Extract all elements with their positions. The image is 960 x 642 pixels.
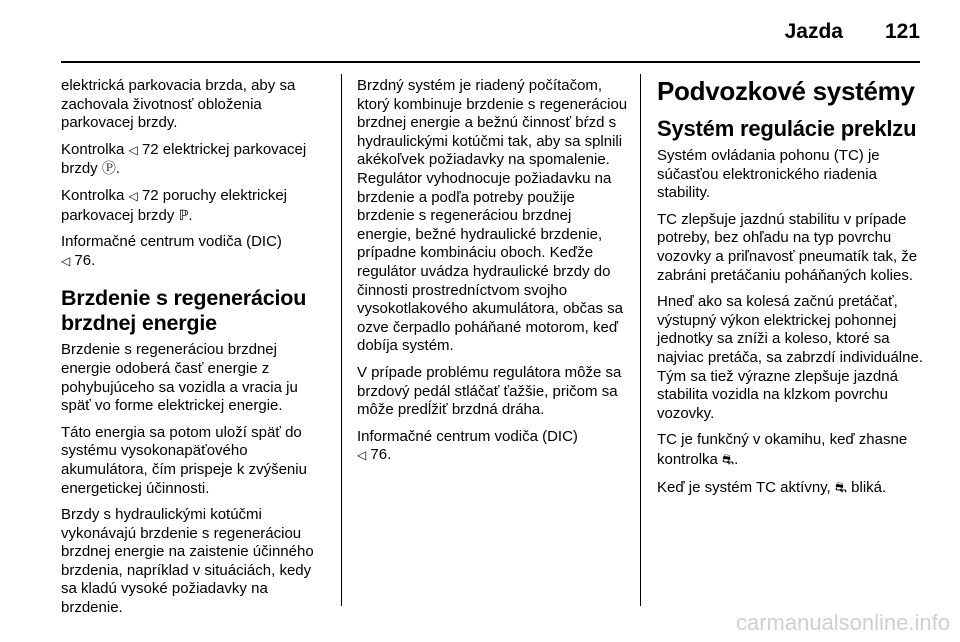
section-heading: Brzdenie s regeneráciou brzdnej energie: [61, 286, 307, 336]
reference-arrow-icon[interactable]: ◁: [128, 188, 138, 203]
paragraph: elektrická parkovacia brzda, aby sa zachovala životnosť obloženia parkovacej brzdy.: [61, 77, 296, 132]
paragraph: Táto energia sa potom uloží späť do systému vysokonapäťového akumulátora, čím prispeje k zvýšeniu energetickej účinnosti.: [61, 423, 307, 497]
parking-brake-fault-icon: ℙ: [178, 206, 189, 223]
column-left: [61, 77, 331, 626]
paragraph: Systém ovládania pohonu (TC) je súčasťou elektronického riadenia stability.: [657, 147, 880, 202]
page-header: [0, 0, 960, 62]
parking-brake-icon: Ⓟ: [101, 160, 116, 177]
traction-control-icon: ⛐: [722, 450, 735, 467]
paragraph-dic-reference: Informačné centrum vodiča (DIC) ◁ 76.: [61, 233, 282, 269]
reference-arrow-icon[interactable]: ◁: [357, 448, 367, 463]
paragraph: V prípade problému regulátora môže sa brzdový pedál stláčať ťažšie, pričom sa môže predĺžiť brzdná dráha.: [357, 363, 622, 419]
column-divider-2: [640, 74, 641, 606]
column-right: [657, 76, 925, 505]
paragraph: Keď je systém TC aktívny, ⛐ bliká.: [657, 478, 887, 496]
section-title: Jazda: [784, 20, 843, 43]
reference-arrow-icon[interactable]: ◁: [128, 142, 138, 157]
paragraph: Brzdenie s regeneráciou brzdnej energie odoberá časť energie z pohybujúceho sa vozidla a vracia ju späť vo forme elektrickej energie.: [61, 341, 298, 415]
page-number: 121: [884, 20, 920, 43]
paragraph-indicator-epb: Kontrolka ◁ 72 elektrickej parkovacej brzdy Ⓟ.: [61, 140, 307, 178]
reference-arrow-icon[interactable]: ◁: [61, 253, 71, 268]
header-divider: [61, 61, 920, 63]
paragraph: Brzdy s hydraulickými kotúčmi vykonávajú brzdenie s regeneráciou brzdnej energie na zaistenie účinného brzdenia, napríklad v situáciách, kedy sa kladú vysoké požiadavky na brzdenie.: [61, 506, 314, 617]
paragraph: Brzdný systém je riadený počítačom, ktorý kombinuje brzdenie s regeneráciou brzdnej energie a bežnú činnosť bŕzd s hydraulickými kotúčmi tak, aby sa splnili akékoľvek požiadavky na spomalenie. Regulátor vyhodnocuje požiadavku na brzdenie a podľa potreby použije brzdenie s regeneráciou brzdnej energie, bežné hydraulické brzdenie, prípadne kombináciu oboch. Keďže regulátor uvádza hydraulické brzdy do činnosti prostredníctvom svojho vysokotlakového akumulátora, občas sa ozve čerpadlo poháňané motorom, keď dobíja systém.: [357, 77, 628, 355]
paragraph: TC zlepšuje jazdnú stabilitu v prípade potreby, bez ohľadu na typ povrchu vozovky a priľnavosť pneumatík tak, že zabráni pretáčaniu poháňaných kolies.: [657, 210, 918, 284]
chapter-heading: Podvozkové systémy: [657, 76, 915, 106]
paragraph-indicator-fault: Kontrolka ◁ 72 poruchy elektrickej parkovacej brzdy ℙ.: [61, 186, 288, 224]
traction-control-icon: ⛐: [834, 478, 847, 495]
paragraph: Hneď ako sa kolesá začnú pretáčať, výstupný výkon elektrickej pohonnej jednotky sa zníži a koleso, ktoré sa najviac pretáča, sa zabrzdí individuálne. Tým sa tiež výrazne zlepšuje jazdná stabilita vozidla na klzkom povrchu vozovky.: [657, 293, 923, 422]
section-heading: Systém regulácie preklzu: [657, 116, 917, 141]
column-divider-1: [341, 74, 342, 606]
paragraph: TC je funkčný v okamihu, keď zhasne kontrolka ⛐.: [657, 431, 908, 468]
paragraph-dic-reference: Informačné centrum vodiča (DIC) ◁ 76.: [357, 427, 578, 464]
column-middle: [357, 77, 629, 473]
watermark: carmanualsonline.info: [735, 610, 950, 635]
